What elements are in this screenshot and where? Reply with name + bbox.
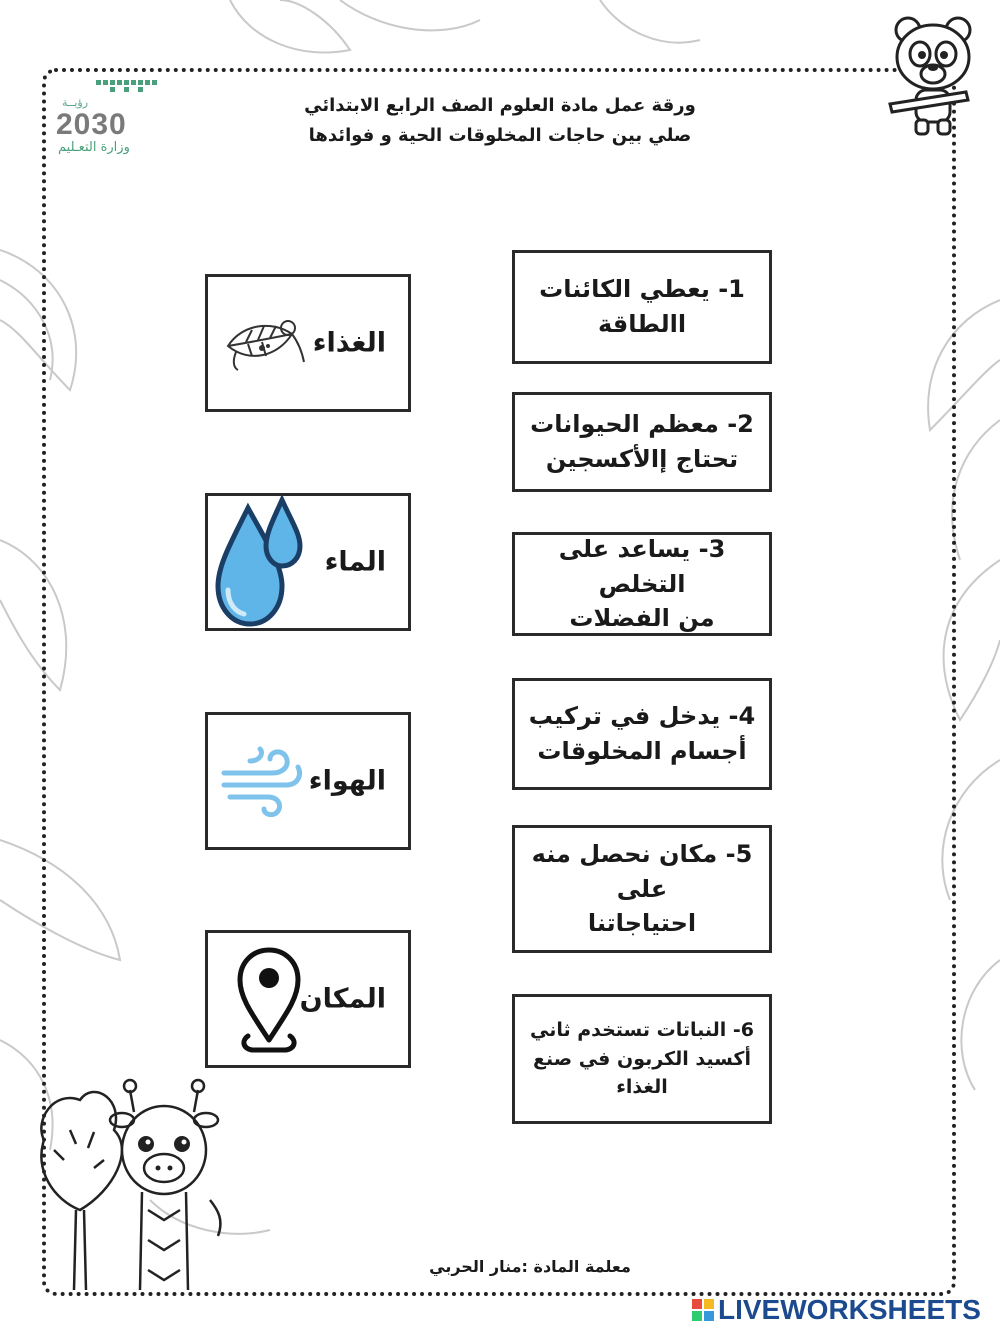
teacher-name: معلمة المادة :منار الحربي — [429, 1257, 631, 1276]
benefit-4-line2: أجسام المخلوقات — [537, 737, 747, 765]
benefit-text-1 — [531, 268, 753, 346]
benefit-2-line2: تحتاج إالأكسجين — [545, 445, 739, 473]
giraffe-tree-illustration-icon — [14, 1060, 254, 1300]
benefit-box-2[interactable] — [512, 392, 772, 492]
need-label-air: الهواء — [308, 765, 386, 797]
benefit-box-5[interactable] — [512, 825, 772, 953]
benefit-text-3 — [515, 528, 769, 640]
benefit-box-3[interactable] — [512, 532, 772, 636]
need-box-air[interactable] — [205, 712, 411, 850]
vision-2030-logo — [56, 78, 166, 156]
wind-icon — [220, 745, 304, 817]
location-pin-icon — [234, 944, 304, 1054]
benefit-5-line2: احتياجاتنا — [587, 909, 697, 938]
benefit-text-6 — [522, 1012, 762, 1106]
benefit-6-line2: أكسيد الكربون في صنع — [532, 1047, 751, 1070]
benefit-text-2 — [522, 403, 762, 481]
worksheet-title: ورقة عمل مادة العلوم الصف الرابع الابتدائي — [304, 95, 696, 116]
need-box-food[interactable] — [205, 274, 411, 412]
benefit-4-line1: 4- يدخل في تركيب — [528, 702, 756, 731]
benefit-3-line1: 3- يساعد على التخلص — [558, 534, 726, 598]
need-label-water: الماء — [324, 546, 386, 578]
benefit-box-4[interactable] — [512, 678, 772, 790]
logo-dots-icon — [96, 78, 166, 94]
logo-year: 2030 — [56, 108, 127, 141]
benefit-6-line3: الغذاء — [616, 1076, 668, 1099]
benefit-6-line1: 6- النباتات تستخدم ثاني — [529, 1019, 755, 1042]
benefit-text-4 — [521, 695, 763, 773]
benefit-1-line1: 1- يعطي الكائنات — [539, 275, 745, 304]
benefit-box-6[interactable] — [512, 994, 772, 1124]
liveworksheets-brand[interactable] — [692, 1294, 981, 1326]
need-label-place: المكان — [299, 983, 386, 1015]
need-box-water[interactable] — [205, 493, 411, 631]
liveworksheets-logo-icon — [692, 1299, 714, 1321]
water-drops-icon — [210, 494, 310, 630]
benefit-2-line1: 2- معظم الحيوانات — [530, 410, 754, 439]
worksheet-instruction: صلي بين حاجات المخلوقات الحية و فوائدها — [308, 125, 692, 146]
bear-mascot-icon — [888, 12, 978, 137]
logo-vision-arabic: رؤيــة — [62, 96, 89, 109]
need-label-food: الغذاء — [312, 327, 386, 359]
benefit-box-1[interactable] — [512, 250, 772, 364]
benefit-1-line2: االطاقة — [597, 310, 687, 338]
benefit-text-5 — [515, 833, 769, 945]
logo-ministry: وزارة التعـليم — [58, 140, 130, 155]
leaf-icon — [222, 312, 308, 374]
benefit-3-line2: من الفضلات — [569, 604, 715, 633]
brand-wordmark: LIVEWORKSHEETS — [718, 1294, 981, 1325]
benefit-5-line1: 5- مكان نحصل منه على — [531, 839, 753, 903]
need-box-place[interactable] — [205, 930, 411, 1068]
